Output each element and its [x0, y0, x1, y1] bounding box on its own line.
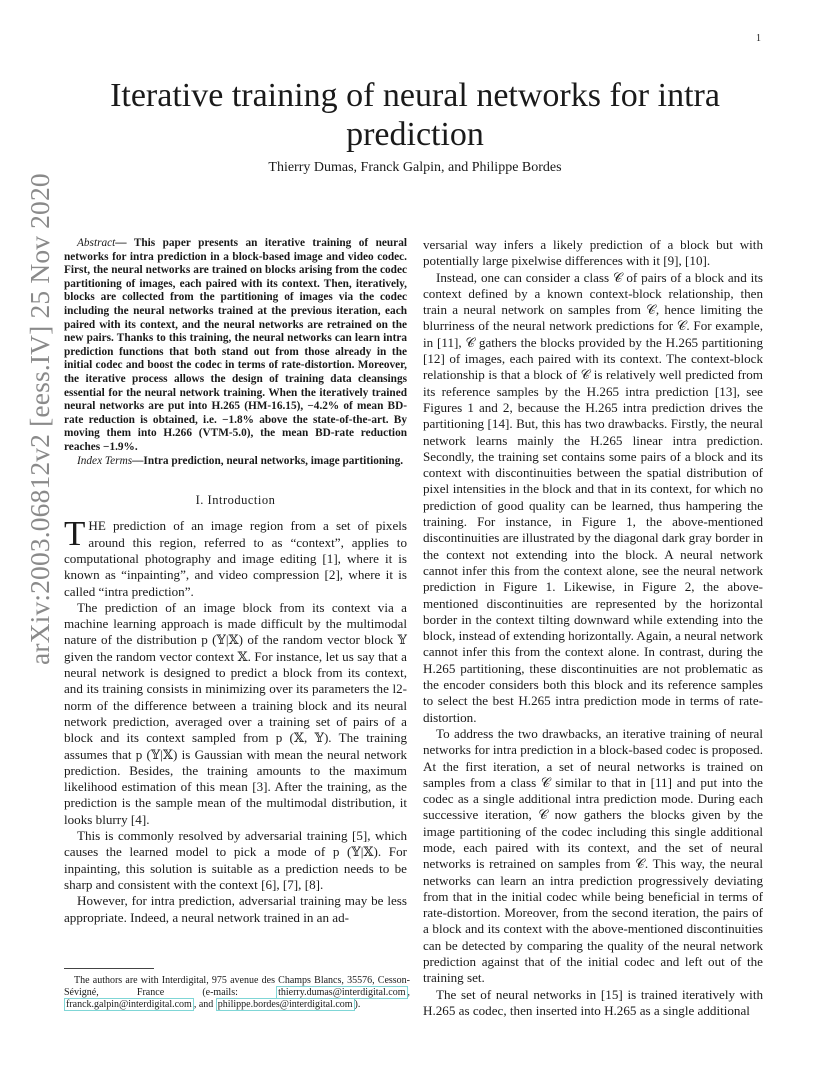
index-terms-label: Index Terms [77, 454, 133, 467]
intro-paragraph-1-text: HE prediction of an image region from a set of pixels around this region, referred to as “context”, applies to computational photography and image editing [1], where it is known as “inpainting”, and video compression [2], where it is called “intra prediction”. [64, 518, 407, 599]
index-terms [64, 455, 407, 469]
index-terms-text: —Intra prediction, neural networks, image partitioning. [132, 454, 404, 467]
intro-paragraph-7: The set of neural networks in [15] is trained iteratively with H.265 as codec, then inserted into H.265 as a single additional [423, 986, 763, 1018]
intro-paragraph-4: However, for intra prediction, adversarial training may be less appropriate. Indeed, a neural network trained in an ad- [64, 893, 407, 925]
footnote-text-b: ). [354, 999, 361, 1011]
footnote-divider [64, 968, 154, 969]
email-link-galpin[interactable]: franck.galpin@interdigital.com [66, 999, 192, 1011]
intro-paragraph-4-continued: versarial way infers a likely prediction of a block but with potentially large pixelwise differences with it [9], [10]. [423, 237, 763, 269]
page-number: 1 [756, 33, 761, 44]
paper-authors: Thierry Dumas, Franck Galpin, and Philippe Bordes [268, 160, 562, 175]
section-heading-introduction: I. Introduction [195, 493, 276, 508]
footnote-sep-2: , and [193, 999, 216, 1011]
abstract-label: Abstract [77, 237, 116, 249]
email-link-dumas[interactable]: thierry.dumas@interdigital.com [278, 987, 406, 999]
abstract [64, 237, 407, 455]
intro-paragraph-2: The prediction of an image block from its context via a machine learning approach is made difficult by the multimodal nature of the distribution p (𝕐|𝕏) of the random vector block 𝕐 given the random vector context 𝕏. For instance, let us say that a neural network is designed to predict a block from its context, and its training consists in minimizing over its parameters the l2-norm of the difference between a training block and its neural network prediction, averaged over a training set of pairs of a block and its context sampled from p (𝕏, 𝕐). The training assumes that p (𝕐|𝕏) is Gaussian with mean the neural network prediction. Besides, the training amounts to the maximum likelihood estimation of this mean [3]. After the training, as the prediction is the sample mean of the multimodal distribution, it looks blurry [4]. [64, 599, 407, 827]
right-column [423, 237, 763, 1019]
footnote-text-a: The authors are with Interdigital, 975 avenue des Champs Blancs, 35576, Cesson-Sévigné, France (e-mails: [64, 975, 410, 999]
abstract-text: — This paper presents an iterative training of neural networks for intra prediction in a block-based image and video codec. First, the neural networks are trained on blocks arising from the codec partitioning of images, each paired with its context. Then, iteratively, blocks are collected from the partitioning of images via the codec including the neural networks trained at the previous iteration, each paired with its context, and the neural networks are retrained on the new pairs. Thanks to this training, the neural networks can learn intra prediction functions that both stand out from those already in the initial codec and boost the codec in terms of rate-distortion. Moreover, the iterative process allows the design of training data cleansings essential for the neural network training. When the iteratively trained neural networks are put into H.265 (HM-16.15), −4.2% of mean BD-rate reduction is obtained, i.e. −1.8% above the state-of-the-art. By moving them into H.266 (VTM-5.0), the mean BD-rate reduction reaches −1.9%. [64, 237, 407, 453]
drop-cap: T [64, 514, 86, 554]
intro-paragraph-3: This is commonly resolved by adversarial training [5], which causes the learned model to pick a mode of p (𝕐|𝕏). For inpainting, this solution is suitable as a prediction needs to be sharp and consistent with the context [6], [7], [8]. [64, 828, 407, 892]
email-link-bordes[interactable]: philippe.bordes@interdigital.com [217, 999, 353, 1011]
footnote-sep-1: , [407, 987, 410, 999]
arxiv-identifier-stamp[interactable]: arXiv:2003.06812v2 [eess.IV] 25 Nov 2020 [24, 173, 55, 665]
intro-paragraph-1 [64, 514, 407, 599]
paper-title: Iterative training of neural networks for intra prediction [110, 77, 720, 153]
intro-paragraph-6: To address the two drawbacks, an iterative training of neural networks for intra prediction in a block-based codec is proposed. At the first iteration, a set of neural networks is trained on samples from a class 𝒞 similar to that in [11] and put into the codec as a single additional intra prediction mode. During each successive iteration, 𝒞 now gathers the blocks given by the image partitioning of the codec including this single additional mode, each paired with its context, and the set of neural networks is retrained on samples from 𝒞. This way, the neural networks can learn an intra prediction progressively deviating from that in the initial codec while being beneficial in terms of rate-distortion. Moreover, from the second iteration, the pairs of a block and its context with the above-mentioned discontinuities can be detected by comparing the quality of the neural network prediction against that of the initial codec and left out of the training set. [423, 725, 763, 986]
left-column [64, 237, 407, 926]
intro-paragraph-5: Instead, one can consider a class 𝒞 of pairs of a block and its context defined by a known context-block relationship, then train a neural network on samples from 𝒞, hence limiting the blurriness of the neural network predictions for 𝒞. For example, in [11], 𝒞 gathers the blocks provided by the H.265 partitioning [12] of images, each paired with its context. The context-block relationship is that a block of 𝒞 is relatively well predicted from its reference samples by the H.265 intra prediction [13], see Figures 1 and 2, because the H.265 intra prediction drives the partitioning [14]. But, this has two drawbacks. Firstly, the neural network learns mainly the H.265 linear intra prediction. Secondly, the training set contains some pairs of a block and its context with discontinuities between the spatial distribution of pixel intensities in the block and that in its context, for which no prediction of good quality can be learned, thus hampering the training. For instance, in Figure 1, the above-mentioned discontinuities are illustrated by the diagonal dark gray border in the context not extending into the block. A neural network cannot infer this from the context alone, see the neural network prediction in Figure 1. Likewise, in Figure 2, the above-mentioned discontinuities are represented by the horizontal border in the context tilting downward while extending into the block, instead of extending horizontally. Again, a neural network cannot infer this from the context alone. In contrast, during the H.265 partitioning, these discontinuities are not problematic as the encoder considers both this block and its reference samples to select the best H.265 intra prediction mode in terms of rate-distortion. [423, 269, 763, 725]
footnote [64, 975, 410, 1012]
